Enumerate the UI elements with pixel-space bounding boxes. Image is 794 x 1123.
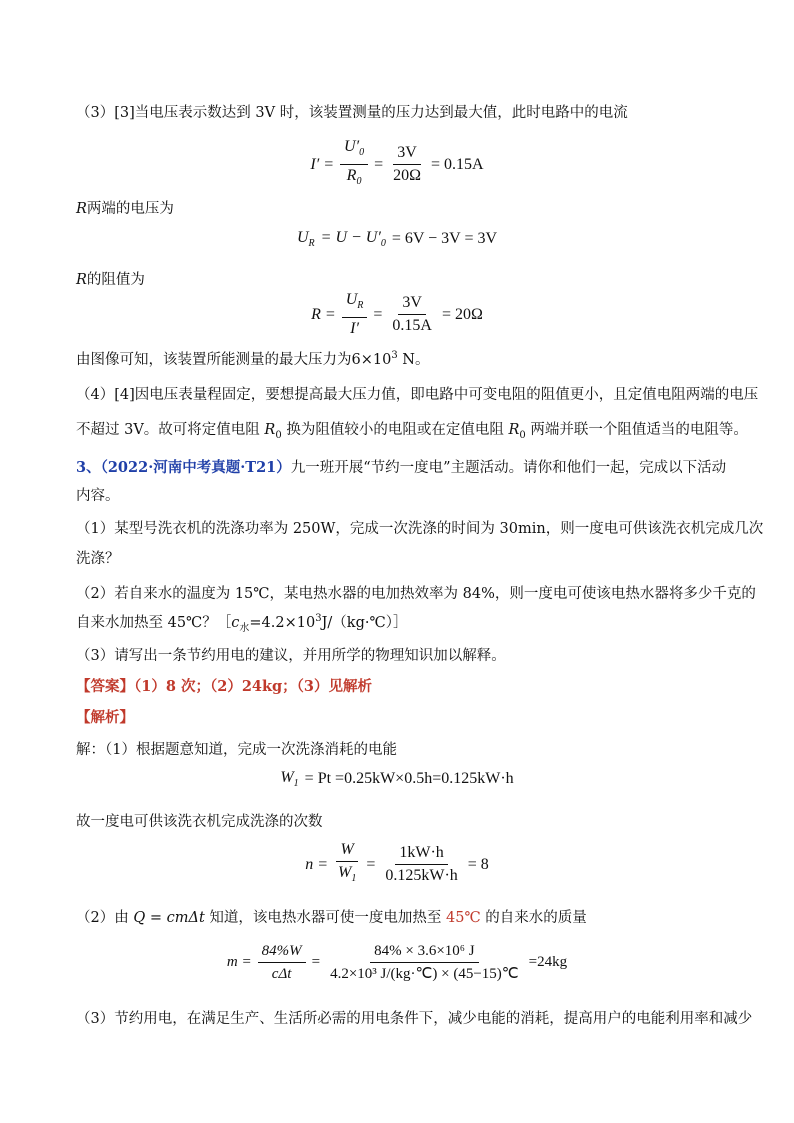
eq-rhs: =24kg [528, 954, 568, 970]
equation-count: n = $\frac{W}{W_1}$ = $\frac{1kW\cdot h}{0.125kW\cdot h}$ = 8 [305, 841, 489, 885]
exponent: 3 [391, 350, 398, 362]
graph-text: 由图像可知，该装置所能测量的最大压力为 [76, 352, 352, 368]
eq-lhs: R = [311, 305, 336, 323]
eq-den: cΔt [271, 966, 292, 982]
eq-mid: = U − U′ [320, 229, 381, 246]
part4-line2 [76, 418, 748, 441]
symbol-r: R [76, 201, 87, 217]
answer-line [76, 675, 372, 696]
question-number: 3、 [76, 459, 101, 476]
ur-intro-text: 两端的电压为 [86, 201, 174, 217]
eq-lhs: U [296, 229, 309, 246]
question3-part2-line1: （2）若自来水的温度为 15℃，某电热水器的电加热效率为 84%，则一度电可使该电热水器将多少千克的 [76, 586, 756, 602]
eq-num: U [345, 291, 358, 308]
eq-num: 84% × 3.6×10⁶ J [370, 942, 478, 963]
part4-line1 [76, 383, 758, 404]
eq-num: 84%W [258, 942, 306, 963]
eq-rhs: = 0.15A [431, 155, 484, 173]
eq-lhs: I′ = [310, 155, 335, 173]
eq-rhs: = 8 [467, 855, 489, 873]
eq-den: 20Ω [393, 167, 422, 185]
solution-line2: 故一度电可供该洗衣机完成洗涤的次数 [76, 814, 323, 830]
eq-rhs: = 6V − 3V = 3V [391, 230, 498, 248]
text-run: 自来水加热至 45℃？［ [76, 615, 232, 631]
part3-text: 当电压表示数达到 3V 时，该装置测量的压力达到最大值，此时电路中的电流 [134, 105, 628, 121]
text-run: 换为阻值较小的电阻或在定值电阻 [281, 422, 509, 438]
answer-text: （1）8 次；（2）24kg；（3）见解析 [134, 678, 373, 695]
question-source: （2022·河南中考真题·T21） [100, 459, 291, 476]
eq-sub: 0 [519, 429, 526, 441]
eq-num: 3V [398, 294, 426, 315]
text-run: 不超过 3V。故可将定值电阻 [76, 422, 265, 438]
solution-line1: 解：（1）根据题意知道，完成一次洗涤消耗的电能 [76, 742, 397, 758]
equation-current: I′ = $\frac{U'_0}{R_0}$ = $\frac{3V}{20\Omega}$ = 0.15A [310, 138, 484, 188]
part3-line [76, 101, 628, 122]
answer-tag: 【答案】 [76, 678, 134, 695]
text-run: =4.2×10 [249, 615, 316, 631]
eq-den: W [337, 864, 352, 881]
question3-part2-line2 [76, 611, 407, 634]
part-label: （3） [76, 105, 115, 121]
text-run: 的自来水的质量 [480, 910, 587, 926]
equation-mass: m = $\frac{84\%W}{\text{cΔt}}$ = $\frac{\text{84\% × 3.6×10⁶ J}}{\text{4.2×10³ J/(kg·℃) × (45−15)℃}}$ =24kg [226, 943, 568, 982]
question-text: 九一班开展“节约一度电”主题活动。请你和他们一起，完成以下活动 [290, 460, 727, 476]
graph-line [76, 348, 430, 369]
eq-sub: 0 [356, 176, 362, 188]
unit: N。 [397, 352, 430, 368]
symbol-r: R [508, 422, 520, 438]
eq-den: 4.2×10³ J/(kg·℃) × (45−15)℃ [330, 966, 519, 982]
equation-ur [0, 229, 794, 249]
analysis-tag: 【解析】 [76, 709, 134, 726]
eq-sub: R [308, 238, 315, 250]
text-run: J/（kg·℃）］ [321, 615, 408, 631]
eq-den: R [346, 167, 357, 185]
text-run: 两端并联一个阻值适当的电阻等。 [525, 422, 748, 438]
formula: Q = cmΔt [133, 910, 205, 926]
ur-intro [76, 197, 174, 218]
eq-den: I′ [350, 320, 359, 338]
max-force-value: 6×10 [351, 352, 392, 368]
solution-line3 [76, 906, 587, 927]
eq-lhs: W [280, 769, 294, 786]
equation-r: R = $\frac{U_R}{I'}$ = $\frac{3V}{0.15A}$ = 20Ω [311, 291, 483, 338]
blank-index: [3] [114, 105, 135, 121]
eq-den: 0.15A [392, 317, 432, 335]
text-run: 知道，该电热水器可使一度电加热至 [204, 910, 446, 926]
eq-num: W [336, 841, 357, 862]
exponent: 3 [315, 613, 322, 625]
question3-part1-line1: （1）某型号洗衣机的洗涤功率为 250W，完成一次洗涤的时间为 30min，则一度电可供该洗衣机完成几次 [76, 521, 764, 537]
question3-part3: （3）请写出一条节约用电的建议，并用所学的物理知识加以解释。 [76, 648, 506, 664]
symbol-r: R [76, 272, 87, 288]
eq-sub: 1 [351, 873, 357, 885]
eq-sub: 水 [239, 622, 250, 634]
eq-num: 3V [393, 144, 421, 165]
question3-header [76, 456, 726, 477]
question3-header-cont: 内容。 [76, 488, 120, 504]
question3-part1-line2: 洗涤？ [76, 551, 120, 567]
eq-num: U′ [344, 138, 360, 155]
symbol-c: c [231, 615, 240, 631]
eq-rhs: = 20Ω [441, 305, 483, 323]
symbol-r: R [264, 422, 276, 438]
eq-sub: 0 [380, 238, 386, 250]
part4-text: 因电压表量程固定，要想提高最大压力值，即电路中可变电阻的阻值更小，且定值电阻两端的电压 [134, 387, 759, 403]
eq-sub: 0 [275, 429, 282, 441]
eq-rhs: = Pt =0.25kW×0.5h=0.125kW·h [304, 770, 514, 788]
solution-line4: （3）节约用电，在满足生产、生活所必需的用电条件下，减少电能的消耗，提高用户的电能利用率和减少 [76, 1011, 753, 1027]
eq-lhs: n = [305, 855, 328, 873]
highlight-temp: 45℃ [446, 910, 481, 926]
equation-energy [0, 769, 794, 789]
r-intro [76, 268, 145, 289]
eq-sub: 1 [293, 778, 299, 790]
part-label: （4） [76, 387, 115, 403]
eq-sub: 0 [359, 147, 365, 159]
r-intro-text: 的阻值为 [86, 272, 145, 288]
eq-lhs: m = [226, 954, 252, 970]
eq-sub: R [357, 300, 364, 312]
blank-index: [4] [114, 387, 135, 403]
text-run: （2）由 [76, 910, 134, 926]
eq-num: 1kW·h [395, 844, 447, 865]
eq-den: 0.125kW·h [385, 867, 458, 885]
